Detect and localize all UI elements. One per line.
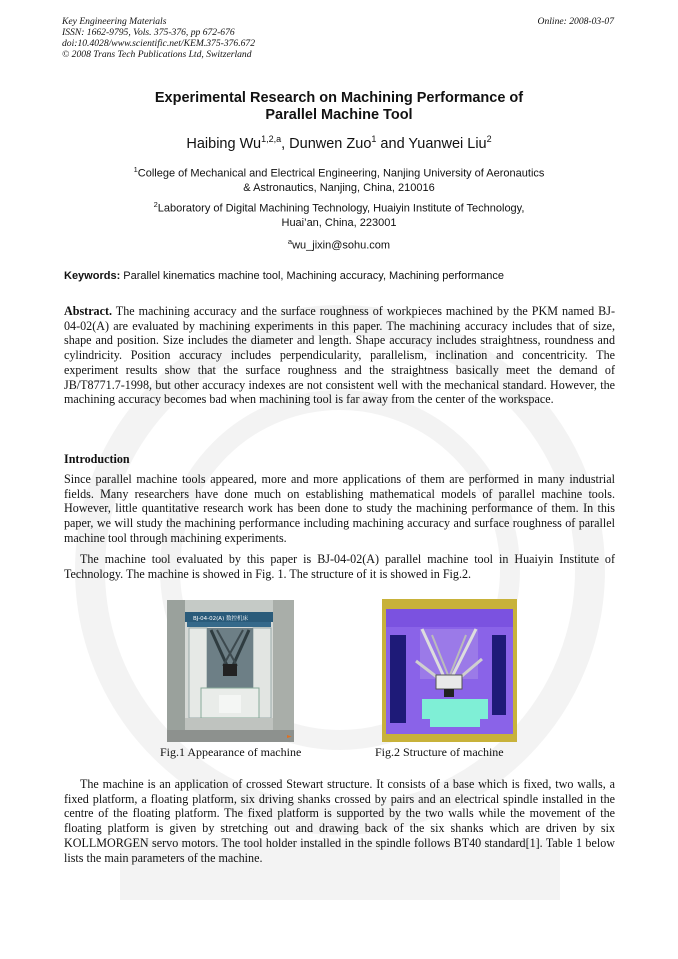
figure-1-photo [167,600,294,742]
author-2-sup: 1 [371,134,377,144]
affiliation-1-line-2: & Astronautics, Nanjing, China, 210016 [243,181,435,194]
affiliation-1-line-1: College of Mechanical and Electrical Engineering, Nanjing University of Aeronautics [137,167,545,180]
journal-name: Key Engineering Materials [62,16,167,27]
author-separator: , [281,135,290,152]
author-2: Dunwen Zuo [289,135,372,152]
author-1: Haibing Wu [186,135,262,152]
journal-header [62,16,255,60]
figure-2-diagram [382,599,517,742]
online-date: Online: 2008-03-07 [537,16,614,27]
paper-title [0,90,678,124]
keywords [64,270,624,282]
email-address: wu_jixin@sohu.com [292,239,391,252]
author-1-sup: 1,2,a [261,134,282,144]
abstract [64,304,615,407]
intro-paragraph-3: The machine is an application of crossed Stewart structure. It consists of a base which is fixed, two walls, a fixed platform, a floating platform, six driving shanks crossed by pairs and an electrical spindle installed in the centre of the floating platform. The fixed platform is supported by the two walls while the movement of the floating platform is given by stretching out and drawing back of the six shanks which are driven by six KOLLMORGEN servo motors. The tool holder installed in the spindle follows BT40 standard[1]. Table 1 below lists the main parameters of the machine. [64,777,615,865]
affiliation-1 [0,163,678,195]
author-3: Yuanwei Liu [408,135,487,152]
keywords-text: Parallel kinematics machine tool, Machining accuracy, Machining performance [120,270,504,282]
intro-paragraph-1: Since parallel machine tools appeared, more and more applications of them are performed in many industrial fields. Many researchers have done much on establishing mathematical models of parallel machine tools. However, little quantitative research work has been done to study the machining performance of them. In this paper, we will study the machining performance including machining accuracy and surface roughness of parallel machine tool through machining experiments. [64,472,615,545]
journal-copyright: © 2008 Trans Tech Publications Ltd, Switzerland [62,49,252,60]
author-email [0,235,678,253]
machine-photo-illustration [167,600,294,742]
author-3-sup: 2 [486,134,492,144]
affiliation-2-sup: 2 [153,200,158,209]
title-line-2: Parallel Machine Tool [265,107,413,123]
author-list [0,134,678,152]
svg-text:►: ► [287,733,292,740]
figure-2-caption: Fig.2 Structure of machine [375,745,504,759]
intro-paragraph-2: The machine tool evaluated by this paper is BJ-04-02(A) parallel machine tool in Huaiyin Institute of Technology. The machine is showed in Fig. 1. The structure of it is showed in Fig.2. [64,552,615,581]
machine-sign-text: BJ-04-02(A) 数控机床 [193,616,248,622]
keywords-label: Keywords: [64,270,121,282]
affiliation-2-line-2: Huai’an, China, 223001 [281,216,397,229]
affiliation-2-line-1: Laboratory of Digital Machining Technology, Huaiyin Institute of Technology, [157,202,525,215]
abstract-text: The machining accuracy and the surface roughness of workpieces machined by the PKM named BJ-04-02(A) are evaluated by machining experiments in this paper. The machining accuracy includes that of size, shape and position. Size includes the diameter and length. Shape accuracy includes straightness, roundness and cylindricity. Position accuracy includes perpendicularity, parallelism, inclination and concentricity. The experiment results show that the surface roughness and the straightness basically meet the demand of JB/T8771.7-1998, but other accuracy indexes are not consistent well with the mechanical standard. However, the machining accuracy becomes bad when machining tool is far away from the center of the workspace. [64,304,615,407]
author-separator: and [376,135,409,152]
affiliation-2 [0,198,678,230]
email-sup: a [287,237,293,246]
journal-issn: ISSN: 1662-9795, Vols. 375-376, pp 672-676 [62,27,235,38]
section-heading-introduction: Introduction [64,452,130,466]
journal-doi: doi:10.4028/www.scientific.net/KEM.375-376.672 [62,38,256,49]
machine-structure-diagram [382,599,517,742]
abstract-label: Abstract. [64,304,113,318]
affiliation-1-sup: 1 [133,165,138,174]
title-line-1: Experimental Research on Machining Performance of [154,90,524,106]
figure-1-caption: Fig.1 Appearance of machine [160,745,302,759]
